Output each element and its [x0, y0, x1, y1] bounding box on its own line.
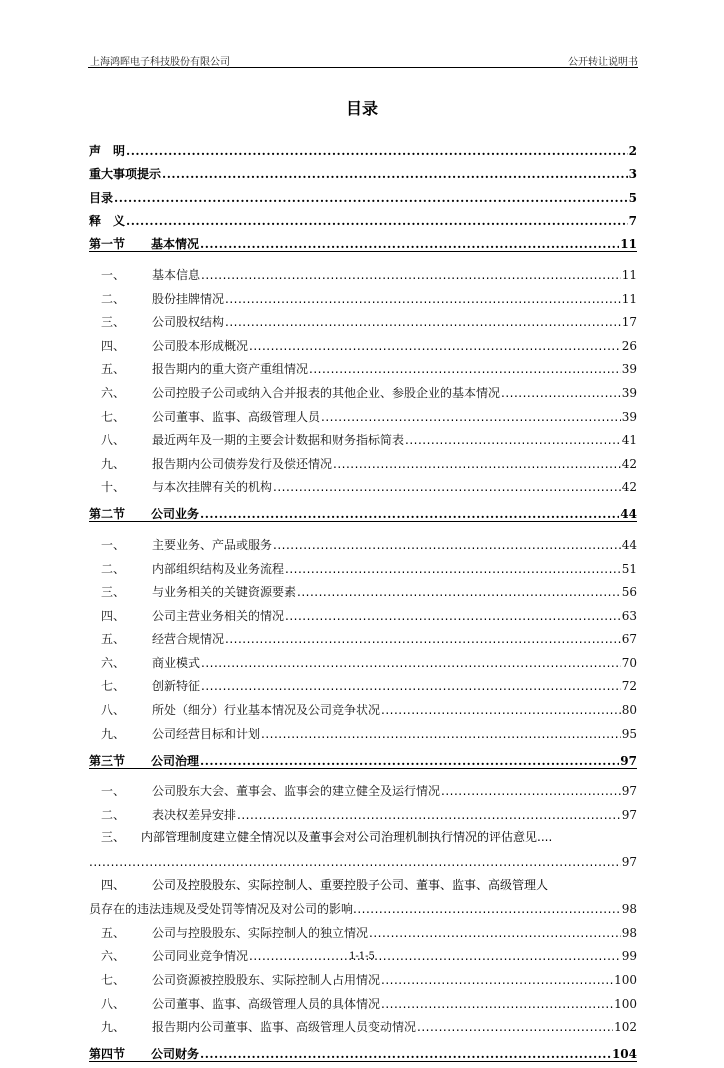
toc-item[interactable]: 七、 创新特征 ..... 72	[89, 670, 637, 694]
header-divider	[88, 67, 638, 68]
toc-item-wrapped-line1[interactable]: 三、 内部管理制度建立健全情况以及董事会对公司治理机制执行情况的评估意见....	[101, 830, 553, 845]
page-header	[90, 53, 638, 67]
toc-item[interactable]: 二、 表决权差异安排 ..... 97	[89, 798, 637, 822]
toc-entry-major-notice[interactable]: 重大事项提示 ..... 3	[89, 158, 637, 182]
toc-item[interactable]: 一、 主要业务、产品或服务 ..... 44	[89, 528, 637, 552]
toc-item[interactable]: 四、 公司股本形成概况 ..... 26	[89, 329, 637, 353]
toc-item[interactable]: 九、 报告期内公司债券发行及偿还情况 ..... 42	[89, 447, 637, 471]
toc-item[interactable]: 六、 商业模式 ..... 70	[89, 646, 637, 670]
toc-item[interactable]: 三、 与业务相关的关键资源要素 ..... 56	[89, 576, 637, 600]
toc-item-wrapped-line2[interactable]: ..... 97	[89, 845, 637, 869]
toc-item[interactable]: 五、 公司与控股股东、实际控制人的独立情况 ..... 98	[89, 916, 637, 940]
header-company: 上海鸿晖电子科技股份有限公司	[90, 57, 230, 68]
toc-item[interactable]: 六、 公司同业竞争情况 ..... 99	[89, 940, 637, 964]
toc-item[interactable]: 九、 报告期内公司董事、监事、高级管理人员变动情况 ..... 102	[89, 1011, 637, 1035]
toc-entry-definitions[interactable]: 释 义 ..... 7	[89, 205, 637, 229]
toc-item[interactable]: 三、 公司股权结构 ..... 17	[89, 306, 637, 330]
page-number: 1-1-5	[349, 951, 375, 962]
page-title: 目录	[345, 99, 378, 118]
toc-entry-contents[interactable]: 目录 ..... 5	[89, 181, 637, 205]
toc-section-1[interactable]: 第一节 基本情况 ..... 11	[89, 228, 637, 252]
toc-section-2[interactable]: 第二节 公司业务 ..... 44	[89, 498, 637, 522]
header-doc-type: 公开转让说明书	[568, 57, 638, 68]
toc-item-wrapped-line2[interactable]: 员存在的违法违规及受处罚等情况及对公司的影响 ..... 98	[89, 893, 637, 917]
table-of-contents	[89, 134, 637, 1068]
toc-section-4[interactable]: 第四节 公司财务 ..... 104	[89, 1038, 637, 1062]
toc-item[interactable]: 八、 最近两年及一期的主要会计数据和财务指标简表 ..... 41	[89, 424, 637, 448]
toc-item[interactable]: 十、 与本次挂牌有关的机构 ..... 42	[89, 471, 637, 495]
toc-item[interactable]: 六、 公司控股子公司或纳入合并报表的其他企业、参股企业的基本情况 ..... 39	[89, 376, 637, 400]
toc-item[interactable]: 二、 内部组织结构及业务流程 ..... 51	[89, 552, 637, 576]
toc-item[interactable]: 四、 公司主营业务相关的情况 ..... 63	[89, 599, 637, 623]
toc-item[interactable]: 五、 经营合规情况 ..... 67	[89, 623, 637, 647]
toc-item[interactable]: 八、 所处（细分）行业基本情况及公司竞争状况 ..... 80	[89, 693, 637, 717]
toc-item[interactable]: 七、 公司资源被控股股东、实际控制人占用情况 ..... 100	[89, 963, 637, 987]
toc-entry-statement[interactable]: 声 明 ..... 2	[89, 134, 637, 158]
toc-item[interactable]: 九、 公司经营目标和计划 ..... 95	[89, 717, 637, 741]
toc-item[interactable]: 七、 公司董事、监事、高级管理人员 ..... 39	[89, 400, 637, 424]
toc-item[interactable]: 五、 报告期内的重大资产重组情况 ..... 39	[89, 353, 637, 377]
toc-item[interactable]: 一、 公司股东大会、董事会、监事会的建立健全及运行情况 ..... 97	[89, 775, 637, 799]
toc-section-3[interactable]: 第三节 公司治理 ..... 97	[89, 745, 637, 769]
toc-item[interactable]: 二、 股份挂牌情况 ..... 11	[89, 282, 637, 306]
toc-item[interactable]: 一、 基本信息 ..... 11	[89, 258, 637, 282]
toc-item[interactable]: 八、 公司董事、监事、高级管理人员的具体情况 ..... 100	[89, 987, 637, 1011]
toc-item-wrapped-line1[interactable]: 四、 公司及控股股东、实际控制人、重要控股子公司、董事、监事、高级管理人	[101, 877, 549, 892]
